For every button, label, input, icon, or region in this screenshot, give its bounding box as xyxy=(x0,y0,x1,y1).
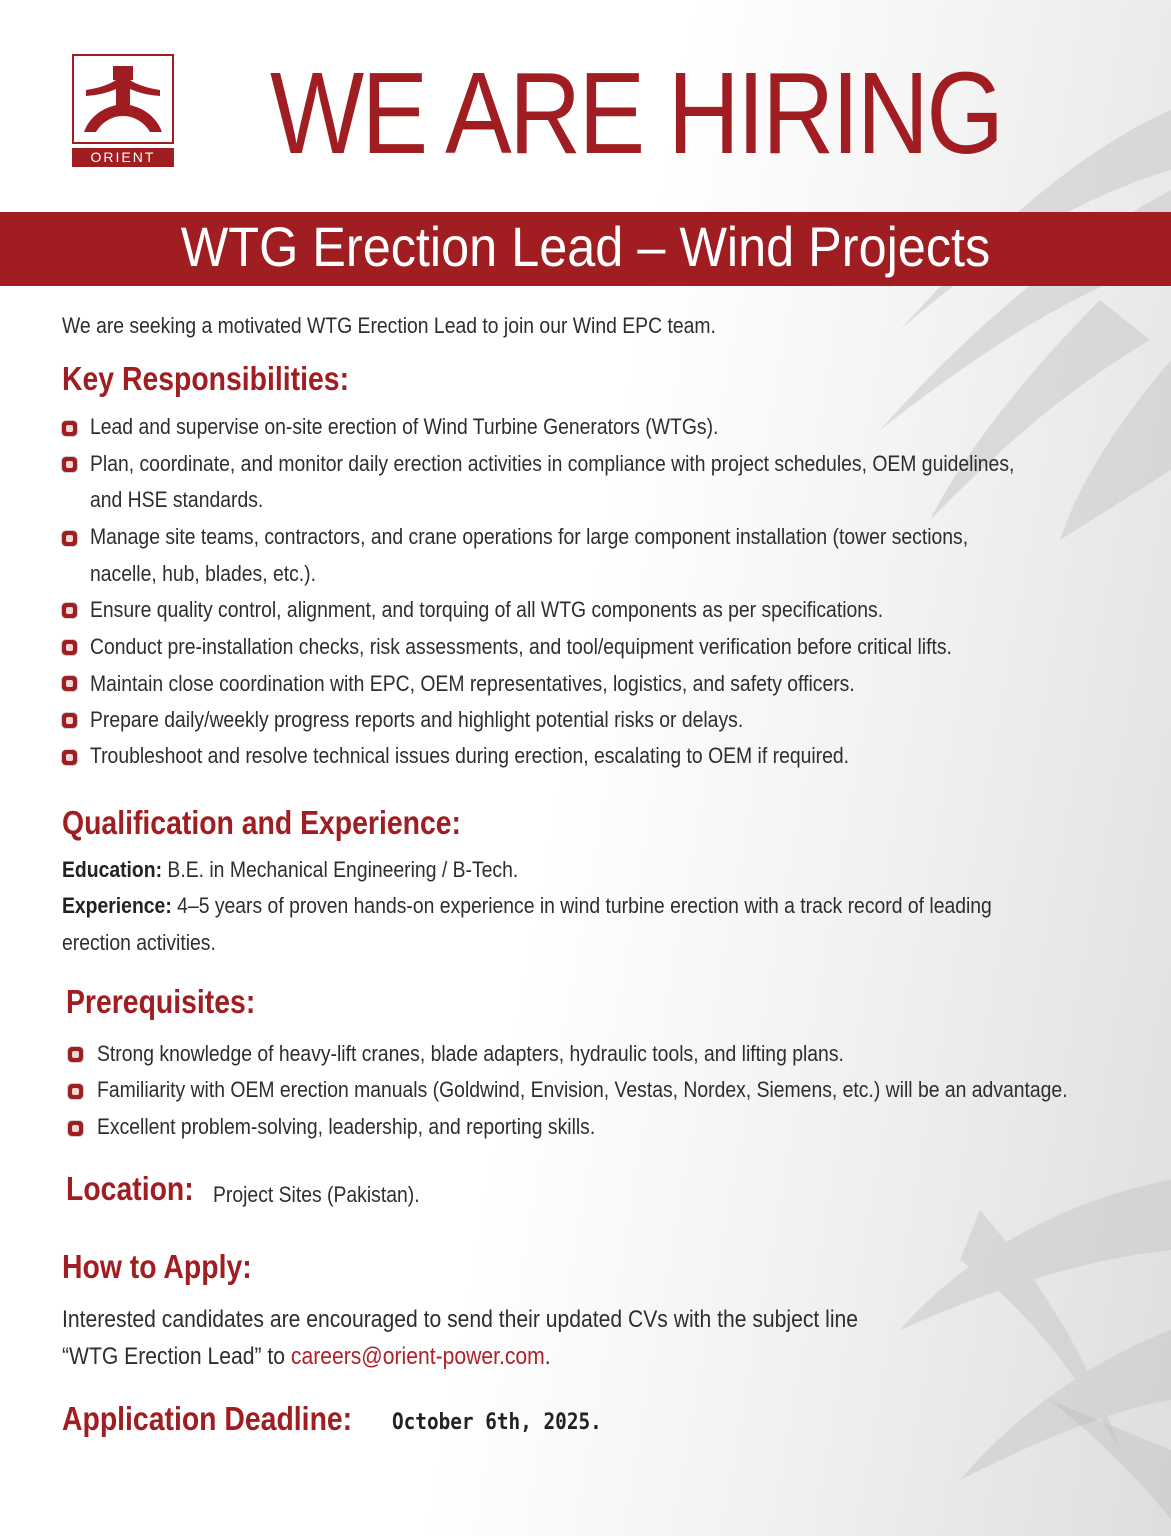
job-title: WTG Erection Lead – Wind Projects xyxy=(180,215,991,278)
education-label: Education: xyxy=(62,857,163,882)
experience-label: Experience: xyxy=(62,893,172,918)
list-item-text: Manage site teams, contractors, and crane operations for large component installation (tower sections, xyxy=(90,524,969,549)
list-item-text: Plan, coordinate, and monitor daily erection activities in compliance with project schedules, OEM guidelines, xyxy=(90,451,1015,476)
subject-line-text: “WTG Erection Lead” to xyxy=(62,1343,286,1370)
list-item-text: Conduct pre-installation checks, risk assessments, and tool/equipment verification before critical lifts. xyxy=(90,634,952,659)
list-item-text: Lead and supervise on-site erection of Wind Turbine Generators (WTGs). xyxy=(90,414,719,439)
logo-wordmark: ORIENT xyxy=(72,148,174,167)
location-heading: Location: xyxy=(66,1170,194,1207)
page-title: WE ARE HIRING xyxy=(270,48,1002,178)
list-item-text: Strong knowledge of heavy-lift cranes, blade adapters, hydraulic tools, and lifting plans. xyxy=(97,1041,844,1066)
list-item-text: Maintain close coordination with EPC, OEM representatives, logistics, and safety officers. xyxy=(90,671,855,696)
job-title-banner xyxy=(0,212,1171,286)
how-to-apply-heading: How to Apply: xyxy=(62,1248,252,1285)
bullet-icon xyxy=(62,457,77,472)
list-item-text: Prepare daily/weekly progress reports and highlight potential risks or delays. xyxy=(90,707,744,732)
bullet-icon xyxy=(62,531,77,546)
list-item-text: Excellent problem-solving, leadership, and reporting skills. xyxy=(97,1114,596,1139)
education-line xyxy=(62,857,518,883)
qualification-heading: Qualification and Experience: xyxy=(62,804,461,841)
orient-logo xyxy=(72,54,174,167)
logo-mark-icon xyxy=(80,62,166,138)
bullet-icon xyxy=(68,1121,83,1136)
bullet-icon xyxy=(62,713,77,728)
apply-instructions: Interested candidates are encouraged to send their updated CVs with the subject line xyxy=(62,1306,859,1333)
sentence-end: . xyxy=(544,1343,551,1370)
bullet-icon xyxy=(68,1047,83,1062)
apply-instructions-line2 xyxy=(62,1343,551,1371)
email-link[interactable]: careers@orient-power.com xyxy=(290,1343,545,1370)
bullet-icon xyxy=(62,640,77,655)
experience-line xyxy=(62,893,992,919)
experience-value-continued: erection activities. xyxy=(62,930,216,955)
location-value: Project Sites (Pakistan). xyxy=(213,1182,420,1207)
list-item-text: Ensure quality control, alignment, and torquing of all WTG components as per specifications. xyxy=(90,597,884,622)
list-item-text-continued: nacelle, hub, blades, etc.). xyxy=(90,561,317,586)
intro-text: We are seeking a motivated WTG Erection Lead to join our Wind EPC team. xyxy=(62,313,716,338)
experience-value: 4–5 years of proven hands-on experience in wind turbine erection with a track record of leading xyxy=(177,893,992,918)
list-item-text-continued: and HSE standards. xyxy=(90,487,264,512)
list-item-text: Familiarity with OEM erection manuals (Goldwind, Envision, Vestas, Nordex, Siemens, etc.) will be an advantage. xyxy=(97,1077,1068,1102)
logo-emblem xyxy=(72,54,174,144)
bullet-icon xyxy=(68,1084,83,1099)
bullet-icon xyxy=(62,676,77,691)
prerequisites-heading: Prerequisites: xyxy=(66,983,256,1020)
responsibilities-heading: Key Responsibilities: xyxy=(62,360,350,397)
list-item-text: Troubleshoot and resolve technical issues during erection, escalating to OEM if required. xyxy=(90,743,850,768)
bullet-icon xyxy=(62,603,77,618)
deadline-heading: Application Deadline: xyxy=(62,1400,353,1437)
bullet-icon xyxy=(62,750,77,765)
deadline-date: October 6th, 2025. xyxy=(392,1410,602,1435)
bullet-icon xyxy=(62,421,77,436)
education-value: B.E. in Mechanical Engineering / B-Tech. xyxy=(167,857,519,882)
